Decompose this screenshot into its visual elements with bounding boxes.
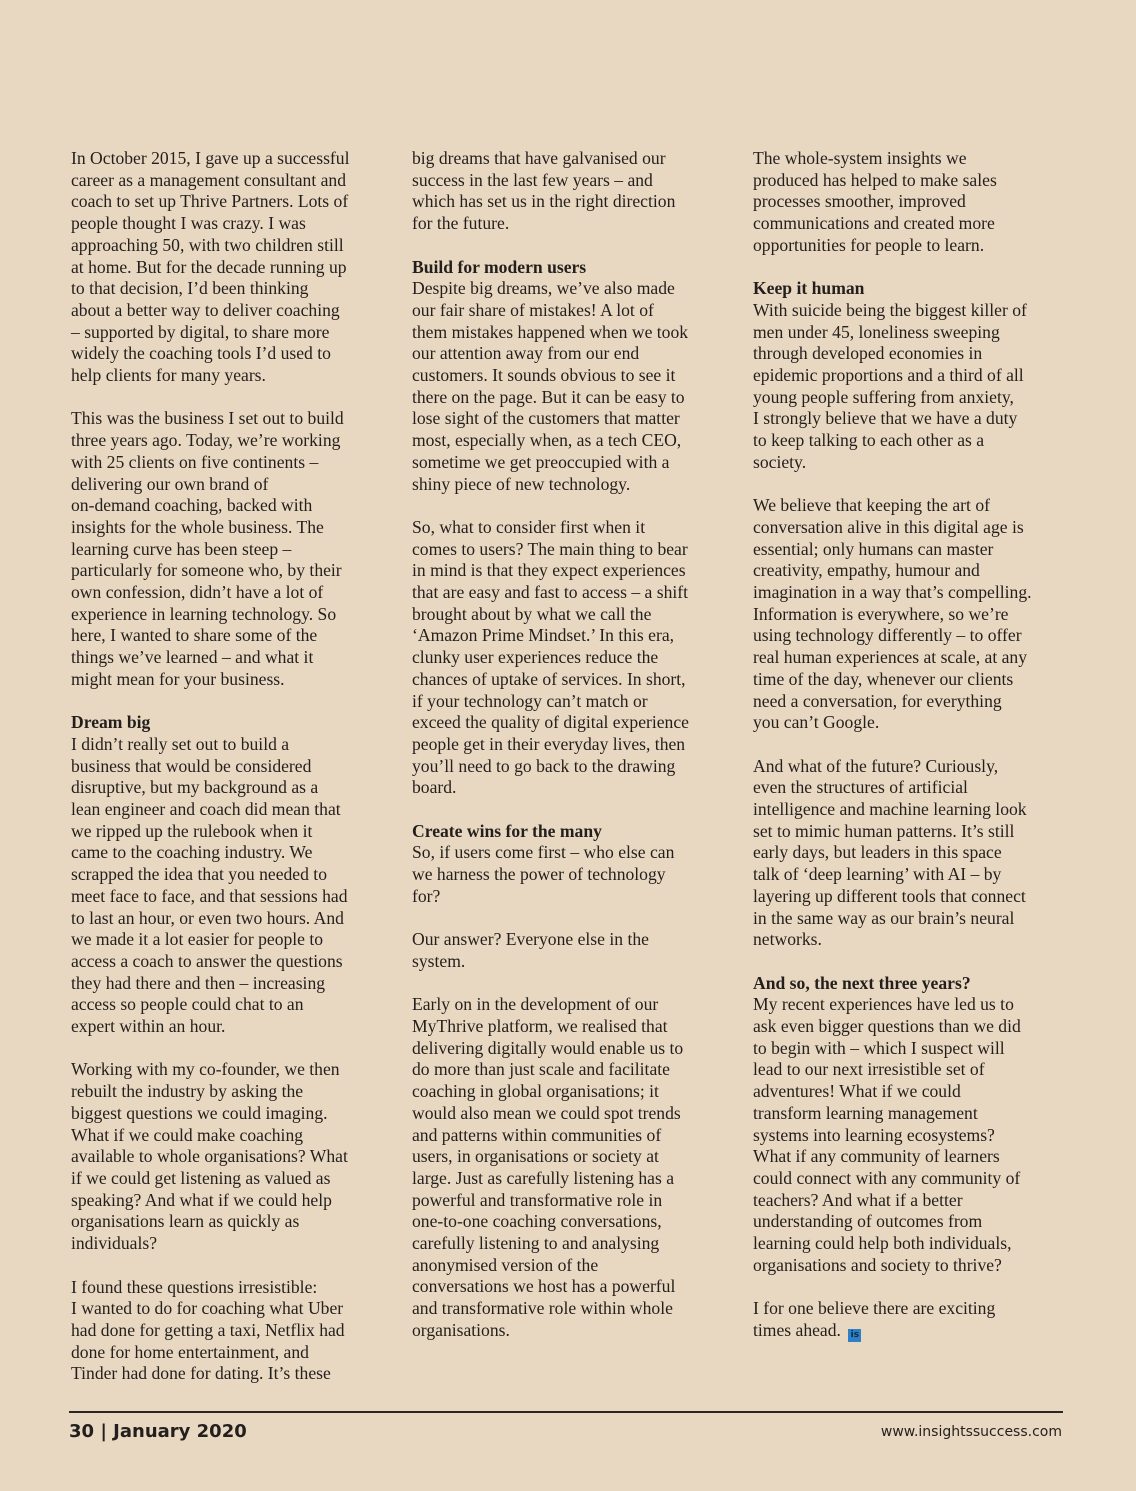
paragraph: And what of the future? Curiously, even the structures of artificial intelligence and machine learning look set to mimic human patterns. It’s still early days, but leaders in this space talk of ‘deep learning’ with AI – by layering up different tools that connect in the same way as our brain’s neural networks. bbox=[753, 755, 1027, 950]
website-url: www.insightssuccess.com bbox=[880, 1424, 1062, 1440]
paragraph: With suicide being the biggest killer of men under 45, loneliness sweeping through developed economies in epidemic proportions and a third of all young people suffering from anxiety, I strongly believe that we have a duty to keep talking to each other as a society. bbox=[753, 299, 1027, 472]
section-heading: And so, the next three years? bbox=[753, 972, 971, 993]
is-logo-icon: is bbox=[848, 1329, 861, 1342]
article-column-3 bbox=[753, 148, 1071, 1364]
section-heading: Keep it human bbox=[753, 278, 865, 299]
closing-text: I for one believe there are exciting times ahead. bbox=[753, 1298, 996, 1340]
paragraph: Early on in the development of our MyThrive platform, we realised that delivering digitally would enable us to do more than just scale and facilitate coaching in global organisations; it would also mean we could spot trends and patterns within communities of users, in organisations or society at large. Just as carefully listening has a powerful and transformative role in one-to-one coaching conversations, carefully listening to and analysing anonymised version of the conversations we host has a powerful and transformative role within whole organisations. bbox=[412, 994, 684, 1340]
section-heading: Dream big bbox=[71, 712, 151, 733]
paragraph: In October 2015, I gave up a successful career as a management consultant and coach to set up Thrive Partners. Lots of people thought I was crazy. I was approaching 50, with two children still at home. But for the decade running up to that decision, I’d been thinking about a better way to deliver coaching – supported by digital, to share more widely the coaching tools I’d used to help clients for many years. bbox=[71, 148, 350, 386]
section-heading: Build for modern users bbox=[412, 256, 587, 277]
paragraph: So, if users come first – who else can we harness the power of technology for? bbox=[412, 842, 675, 906]
paragraph: Our answer? Everyone else in the system. bbox=[412, 929, 649, 971]
paragraph: I found these questions irresistible: I wanted to do for coaching what Uber had done for getting a taxi, Netflix had done for home entertainment, and Tinder had done for dating. It’s these bbox=[71, 1276, 345, 1384]
paragraph: Despite big dreams, we’ve also made our fair share of mistakes! A lot of them mistakes happened when we took our attention away from our end customers. It sounds obvious to see it there on the page. But it can be easy to lose sight of the customers that matter most, especially when, as a tech CEO, sometime we get preoccupied with a shiny piece of new technology. bbox=[412, 278, 689, 494]
paragraph: Working with my co-founder, we then rebuilt the industry by asking the biggest questions we could imaging. What if we could make coaching available to whole organisations? What if we could get listening as valued as speaking? And what if we could help organisations learn as quickly as individuals? bbox=[71, 1059, 348, 1254]
page-number-date: 30 | January 2020 bbox=[69, 1421, 247, 1442]
section-heading: Create wins for the many bbox=[412, 820, 602, 841]
footer-divider bbox=[69, 1411, 1063, 1413]
paragraph: The whole-system insights we produced has helped to make sales processes smoother, improved communications and created more opportunities for people to learn. bbox=[753, 148, 997, 255]
paragraph: This was the business I set out to build three years ago. Today, we’re working with 25 clients on five continents – delivering our own brand of on-demand coaching, backed with insights for the whole business. The learning curve has been steep – particularly for someone who, by their own confession, didn’t have a lot of experience in learning technology. So here, I wanted to share some of the things we’ve learned – and what it might mean for your business. bbox=[71, 408, 344, 689]
paragraph: So, what to consider first when it comes to users? The main thing to bear in mind is that they expect experiences that are easy and fast to access – a shift brought about by what we call the ‘Amazon Prime Mindset.’ In this era, clunky user experiences reduce the chances of uptake of services. In short, if your technology can’t match or exceed the quality of digital experience people get in their everyday lives, then you’ll need to go back to the drawing board. bbox=[412, 516, 689, 798]
article-column-1 bbox=[71, 148, 389, 1407]
paragraph: big dreams that have galvanised our success in the last few years – and which has set us in the right direction for the future. bbox=[412, 148, 676, 234]
paragraph: My recent experiences have led us to ask even bigger questions than we did to begin with – which I suspect will lead to our next irresistible set of adventures! What if we could transform learning management systems into learning ecosystems? What if any community of learners could connect with any community of teachers? And what if a better understanding of outcomes from learning could help both individuals, organisations and society to thrive? bbox=[753, 994, 1021, 1275]
paragraph: We believe that keeping the art of conversation alive in this digital age is essential; only humans can master creativity, empathy, humour and imagination in a way that’s compelling. Information is everywhere, so we’re using technology differently – to offer real human experiences at scale, at any time of the day, whenever our clients need a conversation, for everything you can’t Google. bbox=[753, 495, 1032, 733]
article-column-2 bbox=[412, 148, 730, 1363]
closing-paragraph bbox=[753, 1298, 1071, 1342]
paragraph: I didn’t really set out to build a business that would be considered disruptive, but my background as a lean engineer and coach did mean that we ripped up the rulebook when it came to the coaching industry. We scrapped the idea that you needed to meet face to face, and that sessions had to last an hour, or even two hours. And we made it a lot easier for people to access a coach to answer the questions they had there and then – increasing access so people could chat to an expert within an hour. bbox=[71, 733, 348, 1037]
